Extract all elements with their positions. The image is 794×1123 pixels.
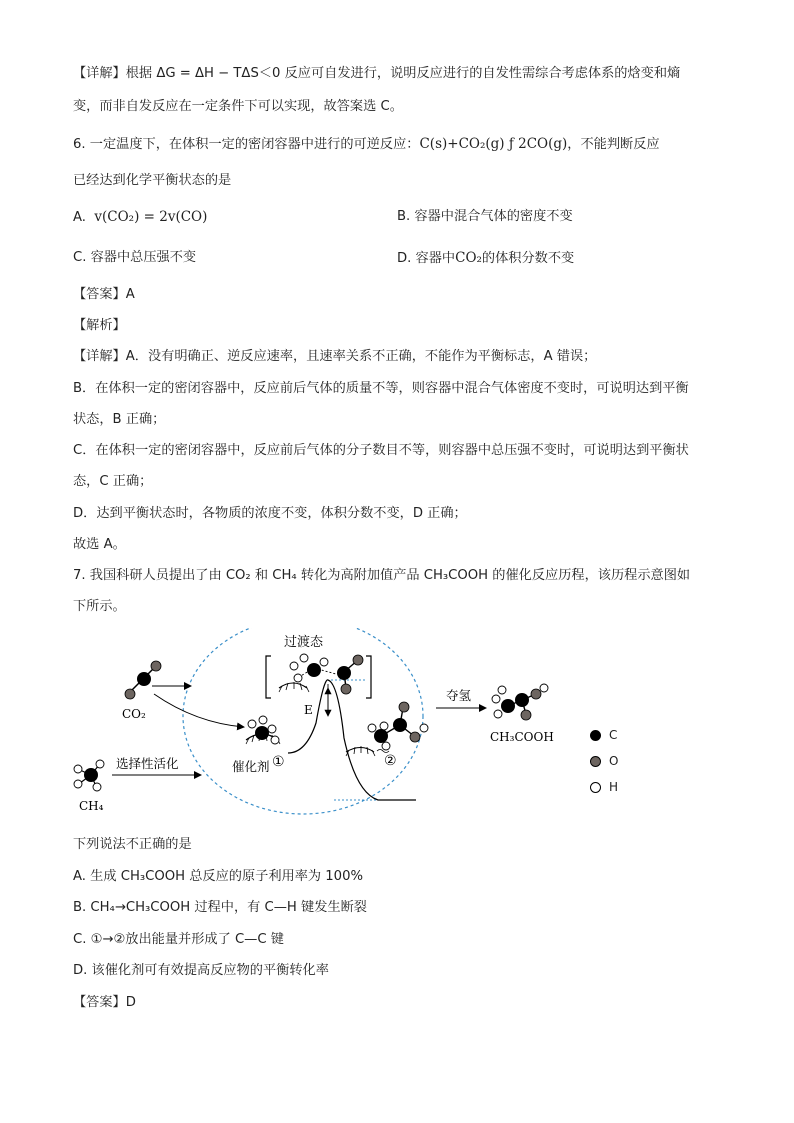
- answer-tag: 【答案】: [73, 287, 126, 302]
- detail-a-text: A．没有明确正、逆反应速率，且速率关系不正确，不能作为平衡标志，A 错误；: [125, 349, 597, 364]
- energy-label: E: [304, 703, 313, 717]
- q6-conclusion: 故选 A。: [73, 537, 126, 552]
- option-d-suffix: 的体积分数不变: [481, 251, 575, 266]
- q6-stem-line-2: 已经达到化学平衡状态的是: [73, 173, 232, 188]
- detail-tag: 【详解】: [73, 66, 126, 81]
- q7-option-c: C. ①→②放出能量并形成了 C—C 键: [73, 932, 284, 947]
- q7-prompt: 下列说法不正确的是: [73, 837, 192, 852]
- q6-option-c: C. 容器中总压强不变: [73, 250, 197, 265]
- q6-option-d: [397, 248, 574, 269]
- q6-option-b: B. 容器中混合气体的密度不变: [397, 209, 573, 224]
- q6-detail-b-2: 状态，B 正确；: [73, 412, 166, 427]
- q6-detail-c-2: 态，C 正确；: [73, 474, 153, 489]
- answer-value: D: [125, 995, 136, 1010]
- catalyst-label: 催化剂: [232, 759, 270, 774]
- atom-legend: [590, 726, 650, 816]
- q7-stem-line-2: 下所示。: [73, 599, 126, 614]
- transition-state-label: 过渡态: [284, 635, 324, 650]
- legend-oxygen: O: [590, 752, 618, 770]
- q6-detail-d: D．达到平衡状态时，各物质的浓度不变，体积分数不变，D 正确；: [73, 506, 467, 521]
- q6-detail-b-1: B．在体积一定的密闭容器中，反应前后气体的质量不等，则容器中混合气体密度不变时，可说明达到平衡: [73, 381, 689, 396]
- q6-detail-c-1: C．在体积一定的密闭容器中，反应前后气体的分子数目不等，则容器中总压强不变时，可说明达到平衡状: [73, 443, 689, 458]
- step-1-marker: ①: [272, 754, 285, 770]
- q6-detail-a: [73, 347, 596, 367]
- ch4-molecule: [74, 760, 104, 791]
- legend-carbon: C: [590, 726, 617, 744]
- q6-answer: [73, 285, 135, 305]
- hydrogen-dot-icon: [590, 782, 601, 793]
- option-d-prefix: D. 容器中: [397, 251, 456, 266]
- legend-hydrogen: H: [590, 778, 618, 796]
- q7-option-a: A. 生成 CH₃COOH 总反应的原子利用率为 100%: [73, 869, 363, 884]
- q7-stem-line-1: 7. 我国科研人员提出了由 CO₂ 和 CH₄ 转化为高附加值产品 CH₃COOH 的催化反应历程，该历程示意图如: [73, 568, 691, 583]
- selective-activation-label: 选择性活化: [116, 756, 179, 771]
- transition-state-complex: [266, 654, 371, 698]
- q6-stem-prefix: 6. 一定温度下，在体积一定的密闭容器中进行的可逆反应：: [73, 137, 420, 152]
- q5-detail-line-2: 变，而非自发反应在一定条件下可以实现，故答案选 C。: [73, 99, 403, 114]
- answer-value: A: [125, 287, 135, 302]
- acetic-acid-molecule: [492, 684, 548, 720]
- step-2-marker: ②: [384, 753, 397, 769]
- option-a-label: A.: [73, 210, 86, 225]
- carbon-dot-icon: [590, 730, 601, 741]
- intermediate-1: [246, 716, 280, 744]
- q7-option-d: D. 该催化剂可有效提高反应物的平衡转化率: [73, 963, 329, 978]
- answer-tag: 【答案】: [73, 995, 126, 1010]
- co2-label: CO₂: [122, 707, 146, 721]
- intermediate-2: [346, 702, 428, 756]
- ch4-label: CH₄: [79, 799, 104, 813]
- q6-stem-line-1: [73, 134, 660, 155]
- q6-stem-suffix: ，不能判断反应: [567, 137, 660, 152]
- co2-molecule: [125, 661, 161, 699]
- q6-analysis-tag: 【解析】: [73, 318, 126, 333]
- q6-option-a: [73, 207, 207, 228]
- q5-detail-line-1: [73, 64, 680, 84]
- option-a-formula: v(CO₂) = 2v(CO): [94, 209, 208, 225]
- energy-curve: [288, 680, 416, 800]
- q6-equation: C(s)+CO₂(g) ƒ 2CO(g): [419, 136, 568, 152]
- option-d-formula: CO₂: [455, 250, 482, 266]
- co2-to-catalyst-arrow: [154, 694, 244, 727]
- reaction-mechanism-diagram: [66, 628, 626, 828]
- detail-text: 根据 ΔG = ΔH − TΔS＜0 反应可自发进行，说明反应进行的自发性需综合考虑体系的焓变和熵: [125, 66, 681, 81]
- oxygen-dot-icon: [590, 756, 601, 767]
- product-label: CH₃COOH: [490, 730, 554, 744]
- dehydrogenation-label: 夺氢: [446, 688, 472, 703]
- q7-answer: [73, 993, 136, 1013]
- detail-tag: 【详解】: [73, 349, 126, 364]
- q7-option-b: B. CH₄→CH₃COOH 过程中，有 C—H 键发生断裂: [73, 900, 367, 915]
